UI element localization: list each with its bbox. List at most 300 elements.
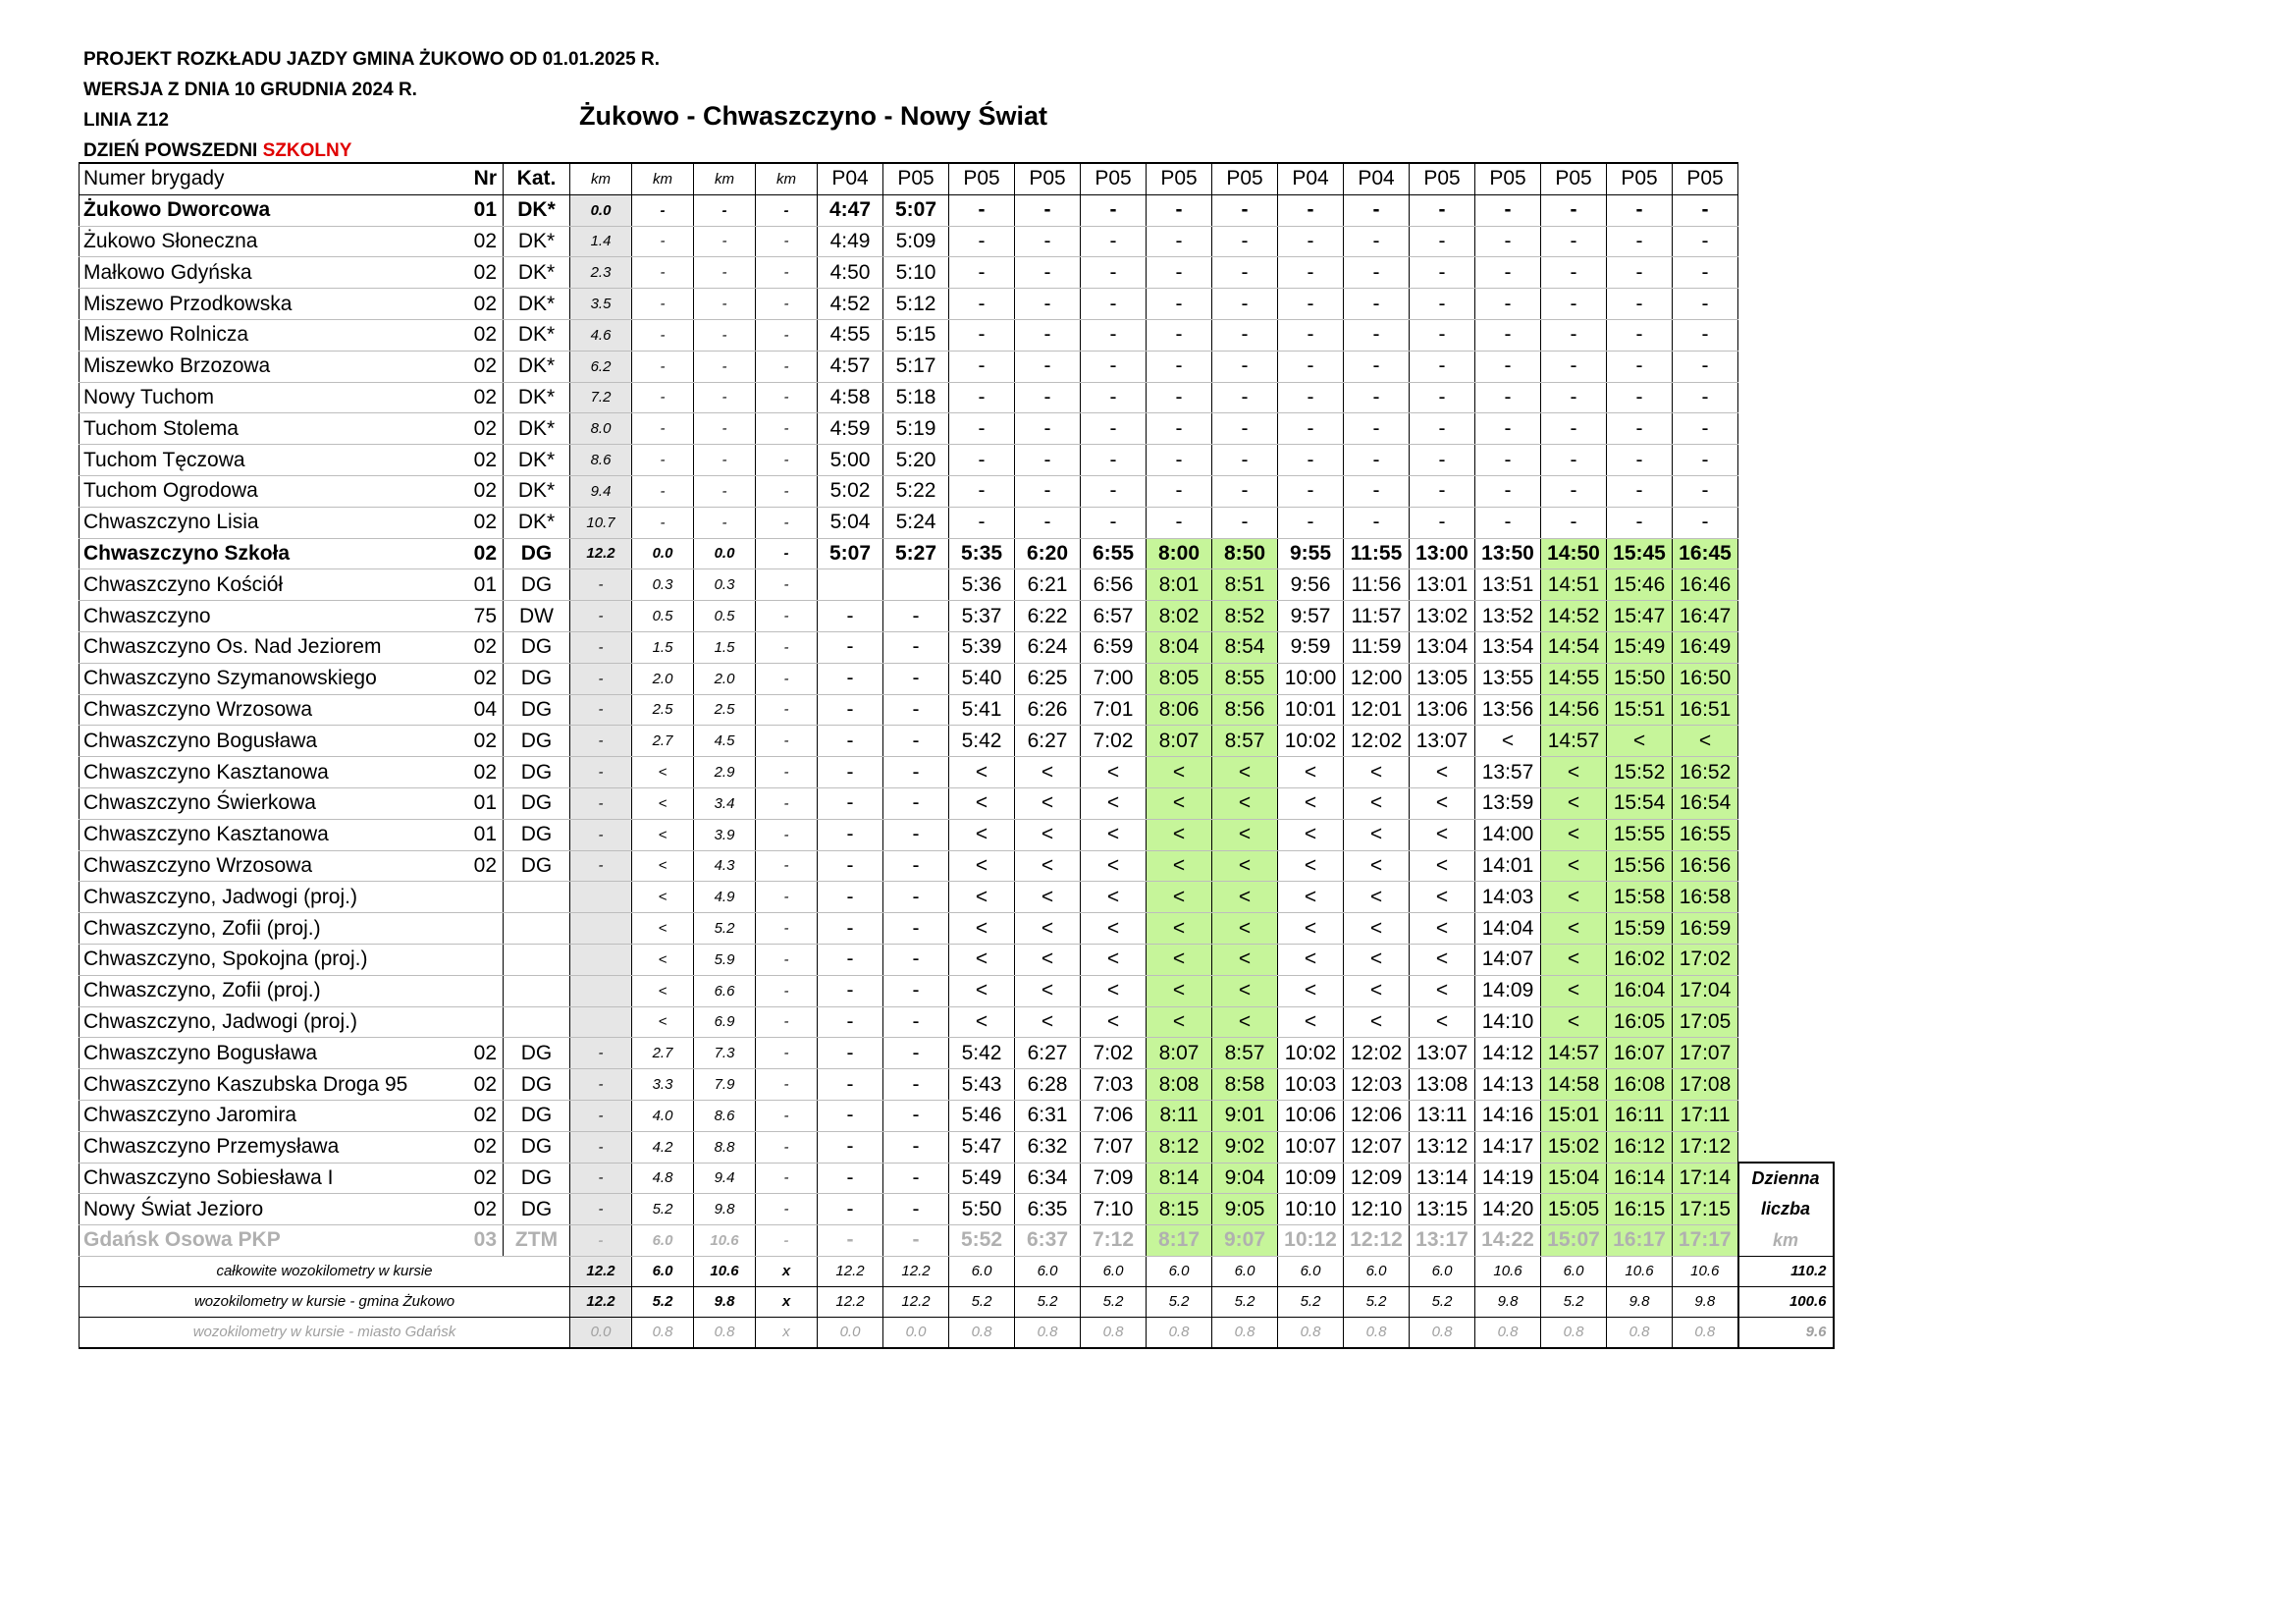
departure-time: - [949,475,1015,507]
stop-category: DK* [504,445,570,476]
departure-time: 16:15 [1607,1194,1673,1225]
departure-time: 12:10 [1344,1194,1410,1225]
departure-time: 6:31 [1015,1100,1081,1131]
stop-km: - [694,507,756,538]
departure-time: 8:04 [1147,631,1212,663]
spacer-cell [1738,882,1834,913]
stop-name: Miszewo Rolnicza [80,319,460,351]
departure-time: < [1147,944,1212,975]
stop-km: - [756,787,818,819]
departure-time: - [883,944,949,975]
stop-km: 6.0 [632,1225,694,1257]
stop-category: DG [504,1038,570,1069]
stop-km: 6.9 [694,1006,756,1038]
stop-nr: 02 [460,1194,504,1225]
departure-time: < [1212,913,1278,945]
stop-name: Chwaszczyno Lisia [80,507,460,538]
departure-time: - [818,757,883,788]
summary-value: 5.2 [1541,1286,1607,1317]
stop-km: - [756,319,818,351]
departure-time: 10:06 [1278,1100,1344,1131]
stop-row [80,913,1834,945]
departure-time: 15:45 [1607,538,1673,569]
stop-category: DG [504,787,570,819]
stop-km: 2.7 [632,1038,694,1069]
departure-time: 8:54 [1212,631,1278,663]
departure-time: 14:50 [1541,538,1607,569]
departure-time: 8:08 [1147,1069,1212,1101]
departure-time: 6:21 [1015,569,1081,601]
departure-time: 5:41 [949,694,1015,726]
stop-category: DW [504,601,570,632]
summary-value: 5.2 [1410,1286,1475,1317]
summary-value: 5.2 [1147,1286,1212,1317]
departure-time: < [1278,882,1344,913]
stop-name: Żukowo Dworcowa [80,194,460,226]
departure-time: - [1541,413,1607,445]
departure-time: 7:00 [1081,663,1147,694]
summary-value: 0.8 [1541,1317,1607,1348]
stop-km: < [632,944,694,975]
departure-time: 16:52 [1673,757,1738,788]
departure-time: 13:07 [1410,1038,1475,1069]
header-brigade: P04 [818,163,883,194]
departure-time: 7:12 [1081,1225,1147,1257]
stop-km: - [632,413,694,445]
departure-time: - [1147,475,1212,507]
departure-time: < [1015,787,1081,819]
departure-time: 4:58 [818,382,883,413]
departure-time: - [1607,257,1673,289]
stop-nr: 02 [460,663,504,694]
departure-time: < [1344,913,1410,945]
departure-time: - [1607,475,1673,507]
stop-row [80,1163,1834,1194]
departure-time: < [1344,757,1410,788]
stop-nr: 02 [460,413,504,445]
departure-time: - [1147,413,1212,445]
stop-name: Chwaszczyno [80,601,460,632]
stop-row [80,726,1834,757]
stop-category: DK* [504,226,570,257]
stop-name: Chwaszczyno Kasztanowa [80,819,460,850]
departure-time: - [1607,319,1673,351]
departure-time: < [1278,787,1344,819]
departure-time: < [1541,850,1607,882]
departure-time: - [818,1100,883,1131]
stop-km: - [570,1038,632,1069]
departure-time: - [1475,445,1541,476]
departure-time: 13:05 [1410,663,1475,694]
departure-time: 8:14 [1147,1163,1212,1194]
stop-category: DG [504,1069,570,1101]
stop-km: < [632,850,694,882]
stop-km: < [632,882,694,913]
departure-time: 16:54 [1673,787,1738,819]
departure-time: < [1212,882,1278,913]
departure-time: 9:59 [1278,631,1344,663]
departure-time: - [818,726,883,757]
stop-km: 12.2 [570,538,632,569]
departure-time: - [883,1100,949,1131]
stop-km: 0.3 [694,569,756,601]
stop-category: DG [504,1131,570,1163]
stop-category: ZTM [504,1225,570,1257]
summary-value: 0.0 [883,1317,949,1348]
departure-time: 5:46 [949,1100,1015,1131]
departure-time: 10:03 [1278,1069,1344,1101]
summary-value: 9.8 [1475,1286,1541,1317]
departure-time: < [1344,850,1410,882]
departure-time: 17:17 [1673,1225,1738,1257]
departure-time: - [1607,413,1673,445]
departure-time: 7:03 [1081,1069,1147,1101]
stop-nr: 03 [460,1225,504,1257]
departure-time: - [1673,319,1738,351]
departure-time: 7:06 [1081,1100,1147,1131]
departure-time: - [1475,289,1541,320]
stop-name: Chwaszczyno, Jadwogi (proj.) [80,1006,460,1038]
stop-name: Miszewko Brzozowa [80,351,460,382]
stop-name: Chwaszczyno Szymanowskiego [80,663,460,694]
departure-time: - [1344,194,1410,226]
departure-time: - [949,445,1015,476]
stop-row [80,1038,1834,1069]
header-brigade: P05 [1475,163,1541,194]
departure-time: - [818,787,883,819]
departure-time: 14:51 [1541,569,1607,601]
header-km: km [756,163,818,194]
departure-time: 15:04 [1541,1163,1607,1194]
departure-time: 13:00 [1410,538,1475,569]
stop-row [80,850,1834,882]
stop-name: Tuchom Tęczowa [80,445,460,476]
summary-km: x [756,1317,818,1348]
departure-time: 14:57 [1541,1038,1607,1069]
departure-time: - [1344,319,1410,351]
stop-km: 10.6 [694,1225,756,1257]
stop-name: Chwaszczyno Jaromira [80,1100,460,1131]
departure-time: 16:04 [1607,975,1673,1006]
stop-km: - [756,882,818,913]
departure-time: - [1673,507,1738,538]
summary-value: 6.0 [1015,1256,1081,1286]
summary-value: 10.6 [1607,1256,1673,1286]
departure-time: 9:57 [1278,601,1344,632]
stop-km: 4.5 [694,726,756,757]
departure-time: 17:05 [1673,1006,1738,1038]
stop-km: 2.5 [694,694,756,726]
stop-km: - [756,445,818,476]
stop-km: - [632,445,694,476]
header-brigade-number: Numer brygady [80,163,460,194]
stop-km: 8.6 [694,1100,756,1131]
departure-time: 5:04 [818,507,883,538]
departure-time: 5:20 [883,445,949,476]
stop-km [570,882,632,913]
departure-time: 5:52 [949,1225,1015,1257]
stop-nr: 02 [460,226,504,257]
summary-value: 0.0 [818,1317,883,1348]
departure-time: - [1410,289,1475,320]
stop-km: 0.3 [632,569,694,601]
stop-km: - [570,1131,632,1163]
departure-time: 13:56 [1475,694,1541,726]
stop-row [80,382,1834,413]
departure-time: 14:56 [1541,694,1607,726]
stop-km: 9.4 [570,475,632,507]
departure-time: 14:22 [1475,1225,1541,1257]
departure-time: 9:56 [1278,569,1344,601]
departure-time: 5:12 [883,289,949,320]
stop-km: - [570,663,632,694]
departure-time: - [883,1038,949,1069]
route-title: Żukowo - Chwaszczyno - Nowy Świat [579,101,1048,131]
departure-time: - [1475,475,1541,507]
departure-time: 14:13 [1475,1069,1541,1101]
departure-time: 15:01 [1541,1100,1607,1131]
departure-time: 7:10 [1081,1194,1147,1225]
departure-time: 17:14 [1673,1163,1738,1194]
departure-time: - [818,944,883,975]
summary-total: 110.2 [1738,1256,1834,1286]
summary-km: 12.2 [570,1256,632,1286]
stop-name: Chwaszczyno Bogusława [80,1038,460,1069]
departure-time: 16:12 [1607,1131,1673,1163]
summary-value: 0.8 [1081,1317,1147,1348]
departure-time: 5:00 [818,445,883,476]
header-brigade: P04 [1344,163,1410,194]
stop-category: DK* [504,194,570,226]
departure-time: - [1278,445,1344,476]
stop-nr: 02 [460,1069,504,1101]
departure-time: - [949,351,1015,382]
spacer-cell [1738,757,1834,788]
departure-time: 13:17 [1410,1225,1475,1257]
stop-nr: 02 [460,1163,504,1194]
departure-time: 15:47 [1607,601,1673,632]
departure-time: - [883,882,949,913]
departure-time: < [1081,757,1147,788]
departure-time: - [1278,319,1344,351]
departure-time: - [1344,507,1410,538]
departure-time: - [1212,194,1278,226]
stop-km: - [756,1163,818,1194]
departure-time: 15:55 [1607,819,1673,850]
departure-time: < [1212,757,1278,788]
stop-km: - [570,1194,632,1225]
stop-km: 2.5 [632,694,694,726]
summary-value: 6.0 [1278,1256,1344,1286]
departure-time: 14:55 [1541,663,1607,694]
stop-name: Miszewo Przodkowska [80,289,460,320]
departure-time: - [1081,445,1147,476]
stop-km [570,944,632,975]
departure-time: < [1147,757,1212,788]
departure-time: 8:55 [1212,663,1278,694]
departure-time: - [1475,319,1541,351]
stop-km: - [570,819,632,850]
stop-category: DK* [504,289,570,320]
stop-km: - [632,507,694,538]
departure-time: - [1015,507,1081,538]
departure-time: - [1344,351,1410,382]
departure-time: 4:49 [818,226,883,257]
departure-time: - [1344,289,1410,320]
stop-km: 4.2 [632,1131,694,1163]
stop-km: 4.9 [694,882,756,913]
header-km: km [632,163,694,194]
stop-km: 7.2 [570,382,632,413]
stop-km: < [632,819,694,850]
stop-nr: 01 [460,569,504,601]
stop-km [570,1006,632,1038]
departure-time: < [1541,913,1607,945]
stop-km: 4.8 [632,1163,694,1194]
stop-km: 9.8 [694,1194,756,1225]
departure-time: - [883,850,949,882]
stop-category: DG [504,694,570,726]
departure-time: < [1541,757,1607,788]
departure-time: < [1015,913,1081,945]
departure-time: < [949,1006,1015,1038]
summary-km: 6.0 [632,1256,694,1286]
departure-time: - [1015,226,1081,257]
departure-time: 12:00 [1344,663,1410,694]
departure-time: - [949,194,1015,226]
departure-time: - [1015,289,1081,320]
departure-time: < [1147,850,1212,882]
stop-category [504,882,570,913]
departure-time: - [1015,382,1081,413]
departure-time: 6:28 [1015,1069,1081,1101]
departure-time: - [1278,413,1344,445]
departure-time: - [1081,289,1147,320]
departure-time: 6:59 [1081,631,1147,663]
departure-time: 6:27 [1015,1038,1081,1069]
departure-time: 7:01 [1081,694,1147,726]
departure-time: - [1147,382,1212,413]
departure-time: < [1541,882,1607,913]
stop-nr: 02 [460,289,504,320]
departure-time: - [1212,475,1278,507]
stop-km: - [756,631,818,663]
departure-time: - [1673,289,1738,320]
stop-name: Chwaszczyno Przemysława [80,1131,460,1163]
departure-time: 8:07 [1147,1038,1212,1069]
departure-time: 10:10 [1278,1194,1344,1225]
departure-time: - [1147,226,1212,257]
summary-value: 10.6 [1673,1256,1738,1286]
departure-time: - [949,257,1015,289]
stop-nr: 02 [460,445,504,476]
departure-time: 6:26 [1015,694,1081,726]
departure-time: - [1410,194,1475,226]
spacer-cell [1738,1131,1834,1163]
stop-km: - [756,194,818,226]
departure-time: - [1410,445,1475,476]
stop-km: - [756,913,818,945]
departure-time: < [1278,975,1344,1006]
stop-km: - [756,850,818,882]
summary-value: 12.2 [818,1286,883,1317]
departure-time: - [883,975,949,1006]
summary-km: 0.0 [570,1317,632,1348]
departure-time: < [1344,975,1410,1006]
departure-time: < [1015,975,1081,1006]
departure-time: 17:15 [1673,1194,1738,1225]
departure-time: 8:15 [1147,1194,1212,1225]
departure-time: - [1607,289,1673,320]
departure-time: 14:58 [1541,1069,1607,1101]
stop-row [80,257,1834,289]
spacer-cell [1738,475,1834,507]
stop-row [80,1225,1834,1257]
stop-km: - [694,226,756,257]
departure-time: - [818,1006,883,1038]
summary-label: całkowite wozokilometry w kursie [80,1256,570,1286]
spacer-cell [1738,226,1834,257]
departure-time: 12:01 [1344,694,1410,726]
departure-time: 6:56 [1081,569,1147,601]
departure-time: 16:14 [1607,1163,1673,1194]
stop-km: < [632,913,694,945]
stop-km: - [756,538,818,569]
departure-time: 15:54 [1607,787,1673,819]
summary-km: 12.2 [570,1286,632,1317]
departure-time: - [1673,413,1738,445]
stop-km: - [756,1225,818,1257]
departure-time: 7:09 [1081,1163,1147,1194]
departure-time: 16:05 [1607,1006,1673,1038]
stop-km: - [570,1225,632,1257]
stop-category: DK* [504,382,570,413]
departure-time: - [1673,351,1738,382]
departure-time: 8:02 [1147,601,1212,632]
stop-name: Chwaszczyno Kasztanowa [80,757,460,788]
departure-time: 10:01 [1278,694,1344,726]
stop-category: DK* [504,319,570,351]
departure-time: 8:51 [1212,569,1278,601]
departure-time: 9:07 [1212,1225,1278,1257]
departure-time: - [1607,382,1673,413]
stop-km: - [694,475,756,507]
header-brigade: P05 [1410,163,1475,194]
stop-row [80,194,1834,226]
departure-time: 13:07 [1410,726,1475,757]
stop-km: - [756,694,818,726]
project-title: PROJEKT ROZKŁADU JAZDY GMINA ŻUKOWO OD 01.01.2025 R. [83,49,660,70]
stop-nr: 01 [460,787,504,819]
stop-km: 2.7 [632,726,694,757]
stop-category: DG [504,569,570,601]
departure-time: 4:52 [818,289,883,320]
stop-row [80,413,1834,445]
header-row [80,163,1834,194]
stop-km: 1.5 [632,631,694,663]
stop-category [504,1006,570,1038]
departure-time: 15:49 [1607,631,1673,663]
departure-time: < [1015,850,1081,882]
summary-value: 10.6 [1475,1256,1541,1286]
stop-km: - [570,726,632,757]
stop-nr: 01 [460,194,504,226]
departure-time: - [883,787,949,819]
departure-time: < [1410,787,1475,819]
spacer-cell [1738,413,1834,445]
school-day-label: SZKOLNY [262,140,352,161]
stop-km: < [632,975,694,1006]
